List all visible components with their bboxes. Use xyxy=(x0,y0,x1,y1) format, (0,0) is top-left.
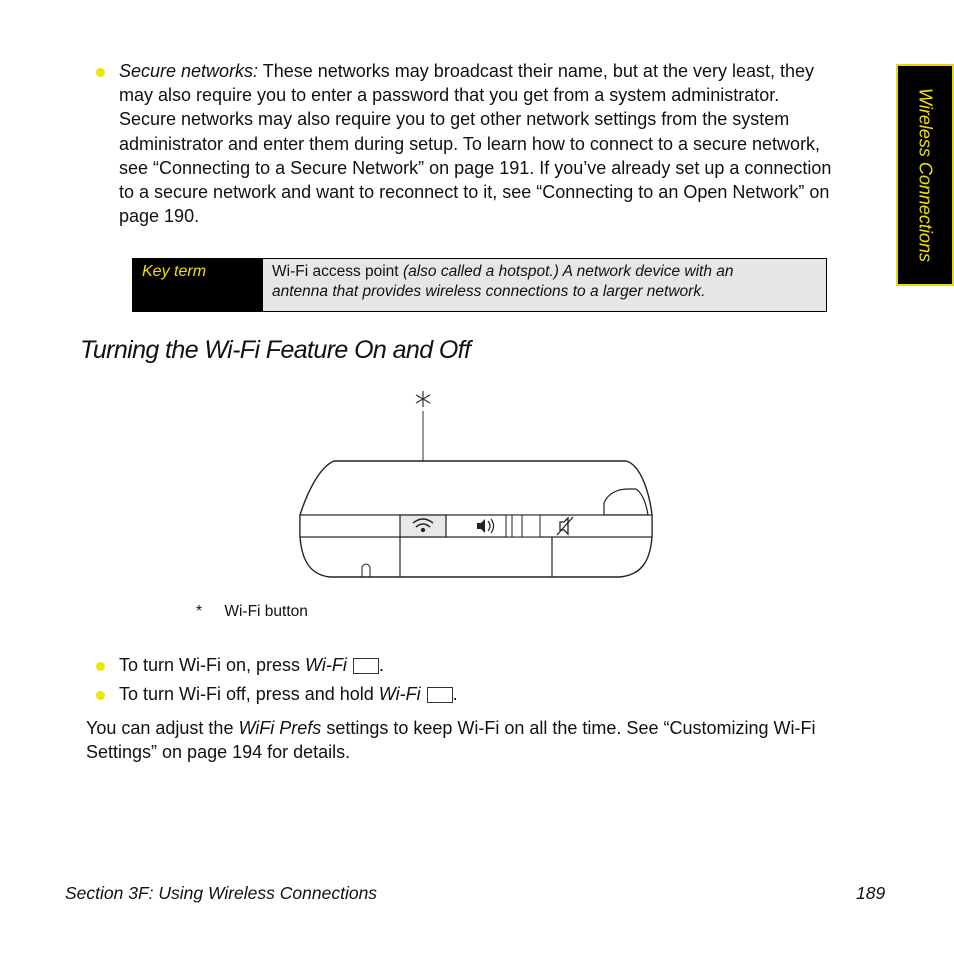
asterisk-icon xyxy=(416,391,430,407)
secure-networks-paragraph xyxy=(119,59,889,228)
bullet-dot xyxy=(96,691,105,700)
secure-line-6: to a secure network and want to reconnect to it, see “Connecting to an Open Network” on xyxy=(119,182,830,203)
step-on-key: Wi-Fi xyxy=(305,655,347,675)
adjust-key: WiFi Prefs xyxy=(238,718,322,738)
wifi-key-icon xyxy=(353,658,379,674)
side-tab-label: Wireless Connections xyxy=(915,88,936,262)
side-section-tab xyxy=(896,64,954,286)
secure-line-3: Secure networks may also require you to get other network settings from the system xyxy=(119,109,790,130)
step-on-end: . xyxy=(378,655,384,675)
adjust-before: You can adjust the xyxy=(86,718,239,738)
step-off-end: . xyxy=(452,684,458,704)
key-term-box xyxy=(132,258,827,312)
key-term-def-line-1: (also called a hotspot.) A network device with an xyxy=(402,263,734,280)
ringer-switch xyxy=(506,515,540,537)
step-off-key: Wi-Fi xyxy=(378,684,421,704)
step-turn-on xyxy=(119,653,384,677)
bullet-dot xyxy=(96,68,105,77)
step-on-text: To turn Wi-Fi on, press xyxy=(119,655,306,675)
caption-text: Wi-Fi button xyxy=(224,603,308,620)
footer-section-title: Section 3F: Using Wireless Connections xyxy=(65,883,378,903)
key-term-word: Wi-Fi access point xyxy=(272,263,399,280)
section-heading: Turning the Wi-Fi Feature On and Off xyxy=(80,336,471,364)
secure-line-4: administrator and enter them during setup. To learn how to connect to a secure network, xyxy=(119,133,821,154)
button-strip xyxy=(300,515,652,537)
secure-networks-term: Secure networks: xyxy=(119,61,259,81)
secure-line-7: page 190. xyxy=(119,206,200,227)
bullet-dot xyxy=(96,662,105,671)
device-illustration xyxy=(290,385,670,585)
key-term-definition xyxy=(263,259,826,311)
footer-page-number: 189 xyxy=(856,883,886,903)
key-term-label: Key term xyxy=(133,259,263,311)
adjust-line-2: Settings” on page 194 for details. xyxy=(86,742,351,763)
figure-caption xyxy=(196,603,308,621)
secure-line-2: may also require you to enter a password that you get from a system administrator. xyxy=(119,85,780,106)
secure-line-5: see “Connecting to a Secure Network” on page 191. If you’ve already set up a connection xyxy=(119,157,832,178)
step-off-text: To turn Wi-Fi off, press and hold xyxy=(119,684,379,704)
adjust-after: settings to keep Wi-Fi on all the time. See “Customizing Wi-Fi xyxy=(321,718,816,738)
secure-line-1: These networks may broadcast their name, but at the very least, they xyxy=(262,61,815,81)
step-turn-off xyxy=(119,682,458,706)
key-term-def-line-2: antenna that provides wireless connections to a larger network. xyxy=(272,283,706,300)
caption-marker: * xyxy=(196,603,203,620)
adjust-paragraph xyxy=(86,716,815,764)
wifi-key-icon xyxy=(427,687,453,703)
